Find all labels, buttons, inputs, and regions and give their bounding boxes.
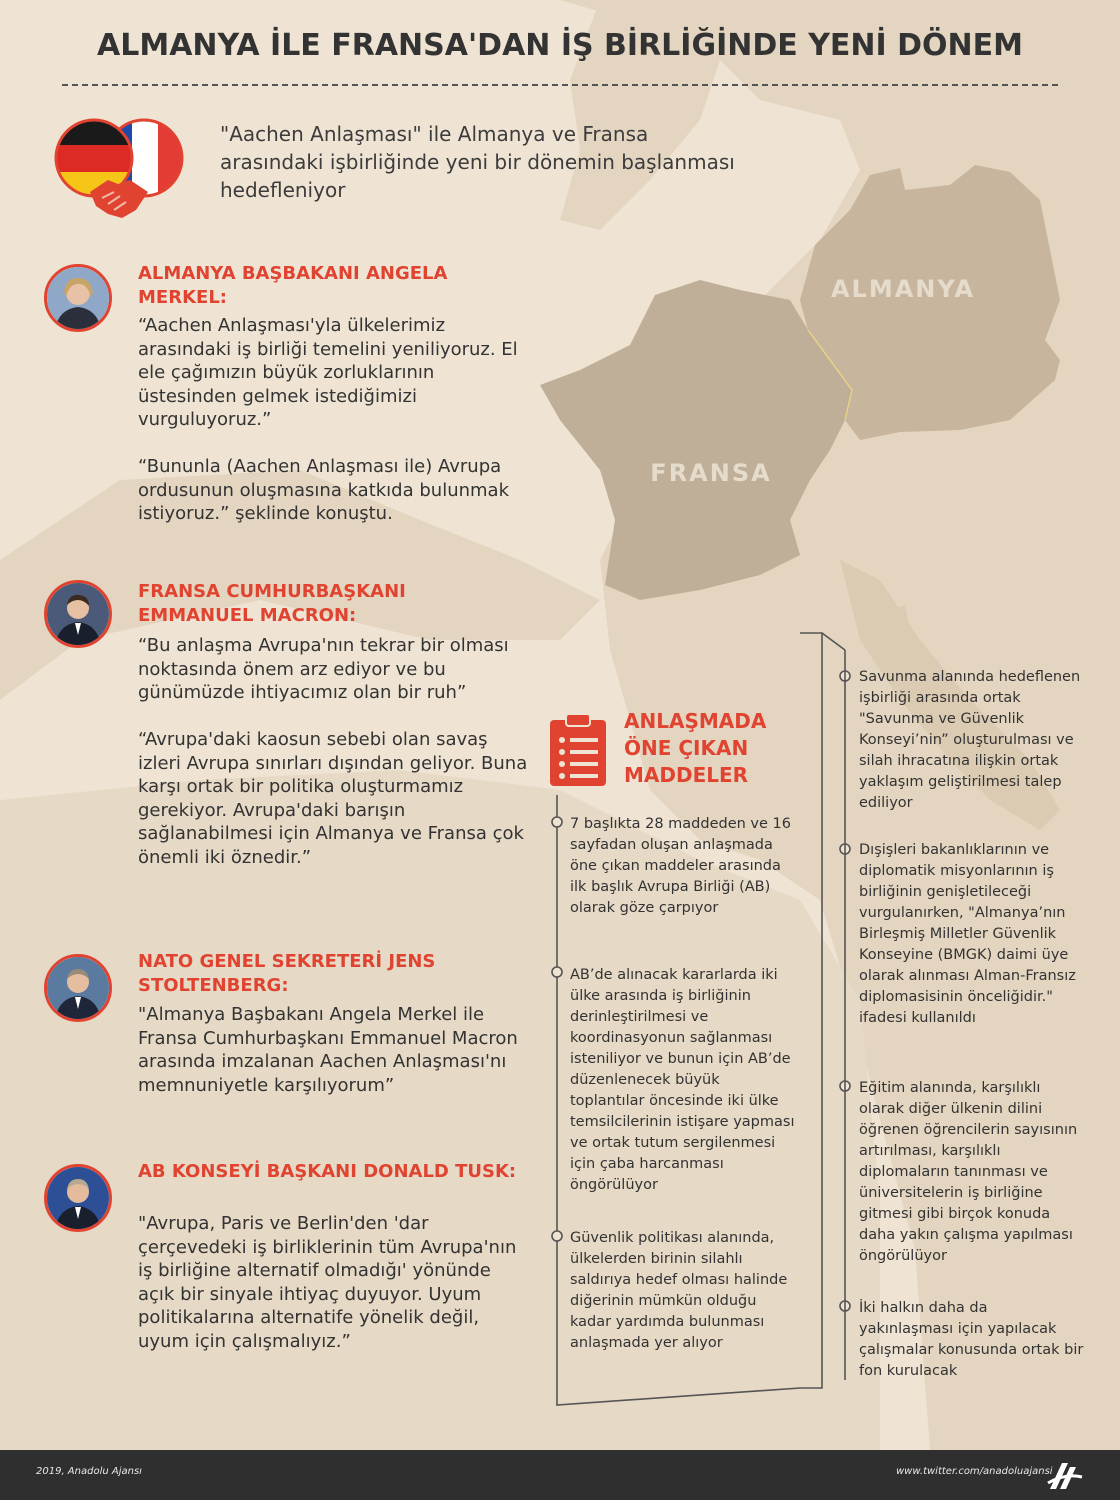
speaker-name-tusk: AB KONSEYİ BAŞKANI DONALD TUSK: [138, 1161, 517, 1182]
speaker-quote-macron: “Bu anlaşma Avrupa'nın tekrar bir olması noktasında önem arz ediyor ve bu günümüzde ihtiyacımız olan bir ruh” “Avrupa'daki kaosun sebebi olan savaş izleri Avrupa sınırları dışından geliyor. Buna karşı ortak bir politika oluşturmamız gerekiyor. Avrupa'daki barışın sağlanabilmesi için Almanya ve Fransa çok önemli iki öznedir.” [138, 635, 528, 868]
speaker-name-macron: FRANSA CUMHURBAŞKANI EMMANUEL MACRON: [138, 581, 406, 626]
france-label: FRANSA [650, 459, 772, 487]
agreement-item-2: AB’de alınacak kararlarda iki ülke arasında iş birliğinin derinleştirilmesi ve koordinasyonun sağlanması isteniliyor ve bunun için AB’de düzenlenecek büyük toplantılar öncesinde iki ülke temsilcilerinin istişare yapması ve ortak tutum sergilenmesi için çaba harcanması öngörülüyor [570, 967, 795, 1193]
agreement-item-4: Savunma alanında hedeflenen işbirliği arasında ortak "Savunma ve Güvenlik Konseyi’nin” oluşturulması ve silah ihracatına ilişkin ortak yaklaşım geliştirilmesi talep ediliyor [859, 669, 1081, 811]
agreement-item-6: Eğitim alanında, karşılıklı olarak diğer ülkenin dilini öğrenen öğrencilerin sayısının artırılması, karşılıklı diplomaların tanınması ve üniversitelerin iş birliğine gitmesi gibi birçok konuda daha yakın çalışma yapılması öngörülüyor [859, 1080, 1078, 1264]
speaker-name-stoltenberg: NATO GENEL SEKRETERİ JENS STOLTENBERG: [138, 951, 436, 996]
speaker-name-merkel: ALMANYA BAŞBAKANI ANGELA MERKEL: [138, 263, 448, 308]
page-title: ALMANYA İLE FRANSA'DAN İŞ BİRLİĞİNDE YENİ DÖNEM [97, 28, 1023, 63]
germany-label: ALMANYA [830, 275, 976, 303]
section-title: ANLAŞMADA ÖNE ÇIKAN MADDELER [624, 709, 767, 787]
twitter-link[interactable]: www.twitter.com/anadoluajansi [896, 1466, 1053, 1477]
speaker-quote-tusk: "Avrupa, Paris ve Berlin'den 'dar çerçevedeki iş birliklerinin tüm Avrupa'nın iş birliğine alternatif olmadığı' yönünde açık bir sinyale ihtiyaç duyuyor. Uyum politikalarına alternatife yönelik değil, uyum için çalışmalıyız.” [138, 1213, 517, 1352]
copyright-text: 2019, Anadolu Ajansı [36, 1466, 142, 1477]
anadolu-logo-icon [1046, 1457, 1084, 1493]
speaker-quote-merkel: “Aachen Anlaşması'yla ülkelerimiz arasındaki iş birliği temelini yeniliyoruz. El ele çağımızın büyük zorluklarının üstesinden gelmek istediğimizi vurguluyoruz.” “Bununla (Aachen Anlaşması ile) Avrupa ordusunun oluşmasına katkıda bulunmak istiyoruz.” şeklinde konuştu. [138, 315, 518, 524]
agreement-item-7: İki halkın daha da yakınlaşması için yapılacak çalışmalar konusunda ortak bir fon kurulacak [859, 1300, 1084, 1379]
agreement-item-5: Dışişleri bakanlıklarının ve diplomatik misyonlarının iş birliğinin genişletileceği vurgulanırken, "Almanya’nın Birleşmiş Milletler Güvenlik Konseyine (BMGK) daimi üye olarak alınması Alman-Fransız diplomasisinin önceliğidir." ifadesi kullanıldı [859, 842, 1076, 1026]
speaker-quote-stoltenberg: "Almanya Başbakanı Angela Merkel ile Fransa Cumhurbaşkanı Emmanuel Macron arasında imzalanan Aachen Anlaşması'nı memnuniyetle karşılıyorum” [138, 1004, 518, 1096]
footer-bar [0, 1450, 1120, 1500]
agreement-item-1: 7 başlıkta 28 maddeden ve 16 sayfadan oluşan anlaşmada öne çıkan maddeler arasında ilk başlık Avrupa Birliği (AB) olarak göze çarpıyor [570, 816, 791, 916]
intro-text: "Aachen Anlaşması" ile Almanya ve Fransa arasındaki işbirliğinde yeni bir dönemin başlanması hedefleniyor [220, 122, 735, 202]
agreement-item-3: Güvenlik politikası alanında, ülkelerden birinin silahlı saldırıya hedef olması halinde diğerinin mümkün olduğu kadar yardımda bulunması anlaşmada yer alıyor [570, 1230, 788, 1351]
